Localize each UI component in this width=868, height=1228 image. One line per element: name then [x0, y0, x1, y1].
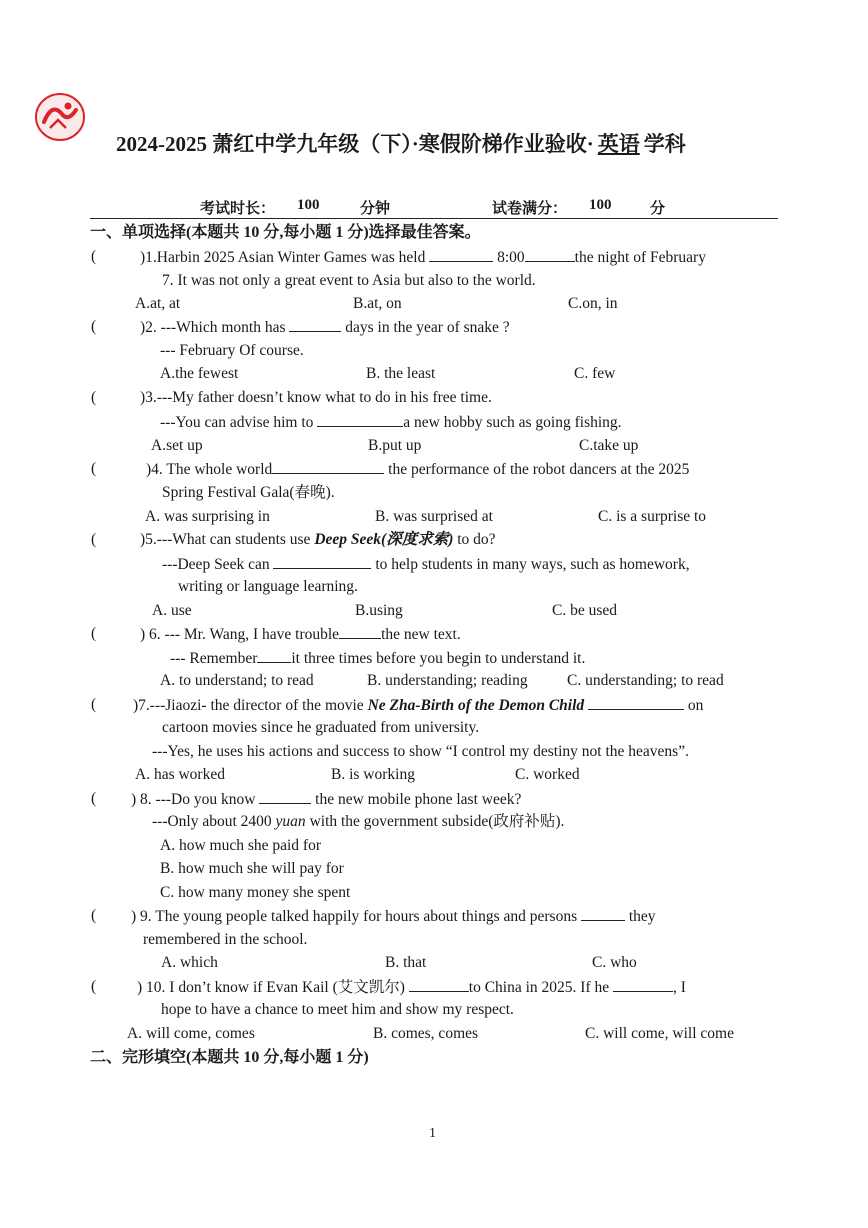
- q1-text-c: the night of February: [574, 249, 706, 266]
- q5-text-a: )5.---What can students use: [140, 531, 315, 548]
- q5-line3: writing or language learning.: [178, 578, 358, 595]
- q10-option-c: C. will come, will come: [585, 1025, 734, 1042]
- q8-line1: [131, 789, 521, 810]
- q4-option-b: B. was surprised at: [375, 508, 493, 525]
- q9-option-a: A. which: [161, 954, 218, 971]
- q5-options: [152, 601, 772, 621]
- q6-text-a: ) 6. --- Mr. Wang, I have trouble: [140, 626, 340, 643]
- header-rule: [90, 218, 778, 219]
- q8-text-a: ) 8. ---Do you know: [131, 791, 260, 808]
- q6-blank2[interactable]: [257, 648, 291, 663]
- q6-answer-paren[interactable]: (: [91, 625, 97, 642]
- q9-blank[interactable]: [581, 906, 625, 921]
- q1-line2: 7. It was not only a great event to Asia but also to the world.: [162, 272, 536, 289]
- q3-answer-paren[interactable]: (: [91, 389, 97, 406]
- q6-text-b: the new text.: [381, 626, 461, 643]
- exam-title: [116, 128, 796, 158]
- q8-option-a: A. how much she paid for: [160, 837, 321, 854]
- q2-line1: [140, 317, 510, 338]
- q9-text-a: ) 9. The young people talked happily for hours about things and persons: [131, 908, 581, 925]
- q1-blank1[interactable]: [429, 247, 493, 262]
- q3-text-a: ---You can advise him to: [160, 414, 318, 431]
- q7-option-b: B. is working: [331, 766, 415, 783]
- q7-line2: cartoon movies since he graduated from university.: [162, 719, 480, 736]
- q2-blank[interactable]: [289, 317, 341, 332]
- q10-option-a: A. will come, comes: [127, 1025, 255, 1042]
- section1-heading: 一、单项选择(本题共 10 分,每小题 1 分)选择最佳答案。: [90, 224, 481, 241]
- q9-text-b: they: [625, 908, 656, 925]
- q7-text-a: )7.---Jiaozi- the director of the movie: [133, 697, 368, 714]
- q3-blank[interactable]: [317, 412, 403, 427]
- q10-text-a: ) 10. I don’t know if Evan Kail (艾文凯尔): [137, 979, 409, 996]
- q8-answer-paren[interactable]: (: [91, 790, 97, 807]
- q5-option-c: C. be used: [552, 602, 618, 619]
- q10-answer-paren[interactable]: (: [91, 978, 97, 995]
- q2-text-b: days in the year of snake ?: [341, 319, 510, 336]
- q5-text-e: to help students in many ways, such as homework,: [371, 556, 690, 573]
- q8-line2: [152, 812, 564, 832]
- q10-text-c: , I: [673, 979, 686, 996]
- q5-text-c: to do?: [453, 531, 496, 548]
- q6-text-d: it three times before you begin to understand it.: [291, 650, 586, 667]
- score-value: 100: [589, 197, 612, 213]
- q2-options: [160, 364, 780, 384]
- q1-options: [135, 294, 775, 314]
- q7-options: [135, 765, 755, 785]
- section2-heading: 二、完形填空(本题共 10 分,每小题 1 分): [90, 1049, 369, 1066]
- q5-option-b: B.using: [355, 602, 403, 619]
- q5-text-d: ---Deep Seek can: [162, 556, 274, 573]
- q7-answer-paren[interactable]: (: [91, 696, 97, 713]
- q5-answer-paren[interactable]: (: [91, 531, 97, 548]
- q4-option-c: C. is a surprise to: [598, 508, 707, 525]
- q5-option-a: A. use: [152, 602, 192, 619]
- q8-text-c: ---Only about 2400: [152, 813, 276, 830]
- q5-text-deepseek: Deep Seek(深度求索): [314, 531, 454, 548]
- q4-answer-paren[interactable]: (: [91, 460, 97, 477]
- q9-option-c: C. who: [592, 954, 637, 971]
- q2-text-a: )2. ---Which month has: [140, 319, 290, 336]
- title-suffix: 学科: [643, 132, 686, 156]
- q8-blank[interactable]: [259, 789, 311, 804]
- q8-option-b: B. how much she will pay for: [160, 860, 344, 877]
- q4-option-a: A. was surprising in: [145, 508, 270, 525]
- score-unit: 分: [650, 201, 666, 217]
- q7-line3: ---Yes, he uses his actions and success to show “I control my destiny not the heavens”.: [152, 743, 689, 760]
- q3-line1: )3.---My father doesn’t know what to do in his free time.: [140, 389, 492, 406]
- q2-line2: --- February Of course.: [160, 342, 304, 359]
- q3-line2: [160, 412, 622, 433]
- duration-label: 考试时长：: [200, 201, 276, 217]
- q2-answer-paren[interactable]: (: [91, 318, 97, 335]
- school-logo: [28, 92, 92, 142]
- q9-answer-paren[interactable]: (: [91, 907, 97, 924]
- q4-line1: [146, 459, 689, 480]
- q10-blank1[interactable]: [409, 977, 469, 992]
- q6-line1: [140, 624, 461, 645]
- q6-blank1[interactable]: [339, 624, 381, 639]
- q5-line1: [140, 530, 496, 550]
- title-prefix: 2024-2025 萧红中学九年级（下）·寒假阶梯作业验收·: [116, 132, 594, 156]
- q6-line2: [170, 648, 585, 669]
- q1-text-a: )1.Harbin 2025 Asian Winter Games was held: [140, 249, 430, 266]
- q8-option-c: C. how many money she spent: [160, 884, 351, 901]
- q6-text-c: --- Remember: [170, 650, 258, 667]
- q3-option-a: A.set up: [151, 437, 203, 454]
- q7-blank[interactable]: [588, 695, 684, 710]
- q7-option-c: C. worked: [515, 766, 580, 783]
- page-number: 1: [429, 1126, 436, 1141]
- q9-options: [161, 953, 781, 973]
- q8-text-d: with the government subside(政府补贴).: [305, 813, 565, 830]
- subject-name: 英语: [597, 132, 640, 156]
- q4-text-b: the performance of the robot dancers at the 2025: [384, 461, 690, 478]
- q1-option-a: A.at, at: [135, 295, 181, 312]
- q4-blank[interactable]: [272, 459, 384, 474]
- q4-line2: Spring Festival Gala(春晚).: [162, 484, 335, 501]
- q9-option-b: B. that: [385, 954, 427, 971]
- q7-option-a: A. has worked: [135, 766, 225, 783]
- q10-option-b: B. comes, comes: [373, 1025, 479, 1042]
- q3-options: [151, 436, 771, 456]
- q1-option-c: C.on, in: [568, 295, 618, 312]
- q3-option-c: C.take up: [579, 437, 639, 454]
- q9-line2: remembered in the school.: [143, 931, 308, 948]
- q10-blank2[interactable]: [613, 977, 673, 992]
- q2-option-b: B. the least: [366, 365, 436, 382]
- q1-answer-paren[interactable]: (: [91, 248, 97, 265]
- q10-text-b: to China in 2025. If he: [468, 979, 613, 996]
- q1-line1: [140, 247, 706, 268]
- q5-line2: [162, 554, 690, 575]
- q8-yuan: yuan: [275, 813, 306, 830]
- q4-text-a: )4. The whole world: [146, 461, 273, 478]
- q7-text-c: on: [684, 697, 704, 714]
- q4-options: [145, 507, 775, 527]
- duration-unit: 分钟: [360, 201, 391, 217]
- score-label: 试卷满分：: [492, 201, 568, 217]
- q5-blank[interactable]: [273, 554, 371, 569]
- q3-option-b: B.put up: [368, 437, 422, 454]
- q8-text-b: the new mobile phone last week?: [311, 791, 522, 808]
- q6-option-c: C. understanding; to read: [567, 672, 724, 689]
- q1-option-b: B.at, on: [353, 295, 402, 312]
- q10-line2: hope to have a chance to meet him and show my respect.: [161, 1001, 514, 1018]
- q6-option-b: B. understanding; reading: [367, 672, 528, 689]
- q2-option-c: C. few: [574, 365, 616, 382]
- q7-movie-title: Ne Zha-Birth of the Demon Child: [367, 697, 585, 714]
- q1-text-b: 8:00: [493, 249, 525, 266]
- duration-value: 100: [297, 197, 320, 213]
- q7-line1: [133, 695, 703, 716]
- q9-line1: [131, 906, 656, 927]
- q2-option-a: A.the fewest: [160, 365, 239, 382]
- q1-blank2[interactable]: [525, 247, 575, 262]
- q10-line1: [137, 977, 686, 998]
- q6-option-a: A. to understand; to read: [160, 672, 314, 689]
- q10-options: [127, 1024, 767, 1044]
- q6-options: [160, 671, 780, 691]
- q3-text-b: a new hobby such as going fishing.: [403, 414, 622, 431]
